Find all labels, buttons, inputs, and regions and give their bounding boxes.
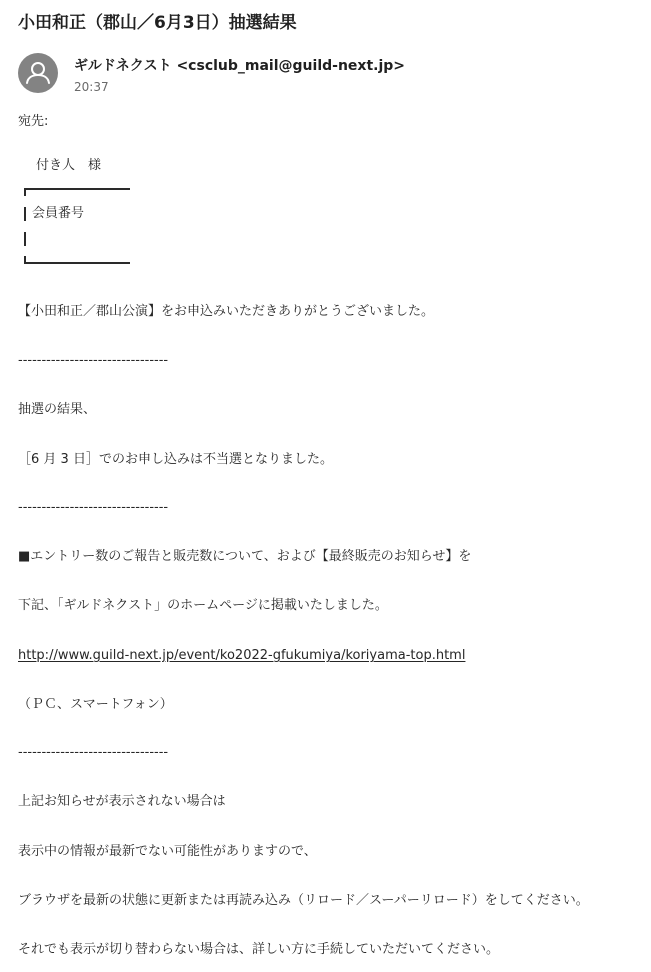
entry-notice: ■エントリー数のご報告と販売数について、および【最終販売のお知らせ】を — [18, 549, 472, 564]
email-subject: 小田和正（郡山／6月3日）抽選結果 — [18, 13, 297, 33]
posted-text: 下記、「ギルドネクスト」のホームページに掲載いたしました。 — [18, 598, 388, 613]
sent-time: 20:37 — [74, 80, 109, 94]
to-label: 宛先: — [18, 114, 49, 129]
member-box-left-2 — [24, 207, 26, 221]
member-box-top — [25, 188, 130, 190]
avatar — [18, 53, 58, 93]
result-intro: 抽選の結果、 — [18, 402, 97, 417]
may-be-old-text: 表示中の情報が最新でない可能性がありますので、 — [18, 844, 317, 859]
person-icon — [18, 53, 58, 93]
member-number-label: 会員番号 — [32, 206, 85, 221]
member-box-left-1 — [24, 188, 26, 196]
devices-text: （ＰＣ、スマートフォン） — [18, 697, 173, 712]
still-text: それでも表示が切り替わらない場合は、詳しい方に手続していただいてください。 — [18, 942, 500, 957]
thanks-text: 【小田和正／郡山公演】をお申込みいただきありがとうございました。 — [18, 304, 435, 319]
event-link[interactable]: http://www.guild-next.jp/event/ko2022-gfukumiya/koriyama-top.html — [18, 648, 466, 663]
divider: -------------------------------- — [18, 500, 169, 515]
result-text: ［6 月 3 日］でのお申し込みは不当選となりました。 — [18, 452, 333, 467]
member-box-bottom — [25, 262, 130, 264]
not-shown-text: 上記お知らせが表示されない場合は — [18, 794, 226, 809]
divider: -------------------------------- — [18, 745, 169, 760]
member-box-left-3 — [24, 232, 26, 246]
reload-text: ブラウザを最新の状態に更新または再読み込み（リロード／スーパーリロード）をしてください。 — [18, 893, 589, 908]
divider: -------------------------------- — [18, 353, 169, 368]
recipient-name: 付き人 様 — [36, 158, 102, 173]
sender-name[interactable]: ギルドネクスト <csclub_mail@guild-next.jp> — [74, 58, 406, 74]
